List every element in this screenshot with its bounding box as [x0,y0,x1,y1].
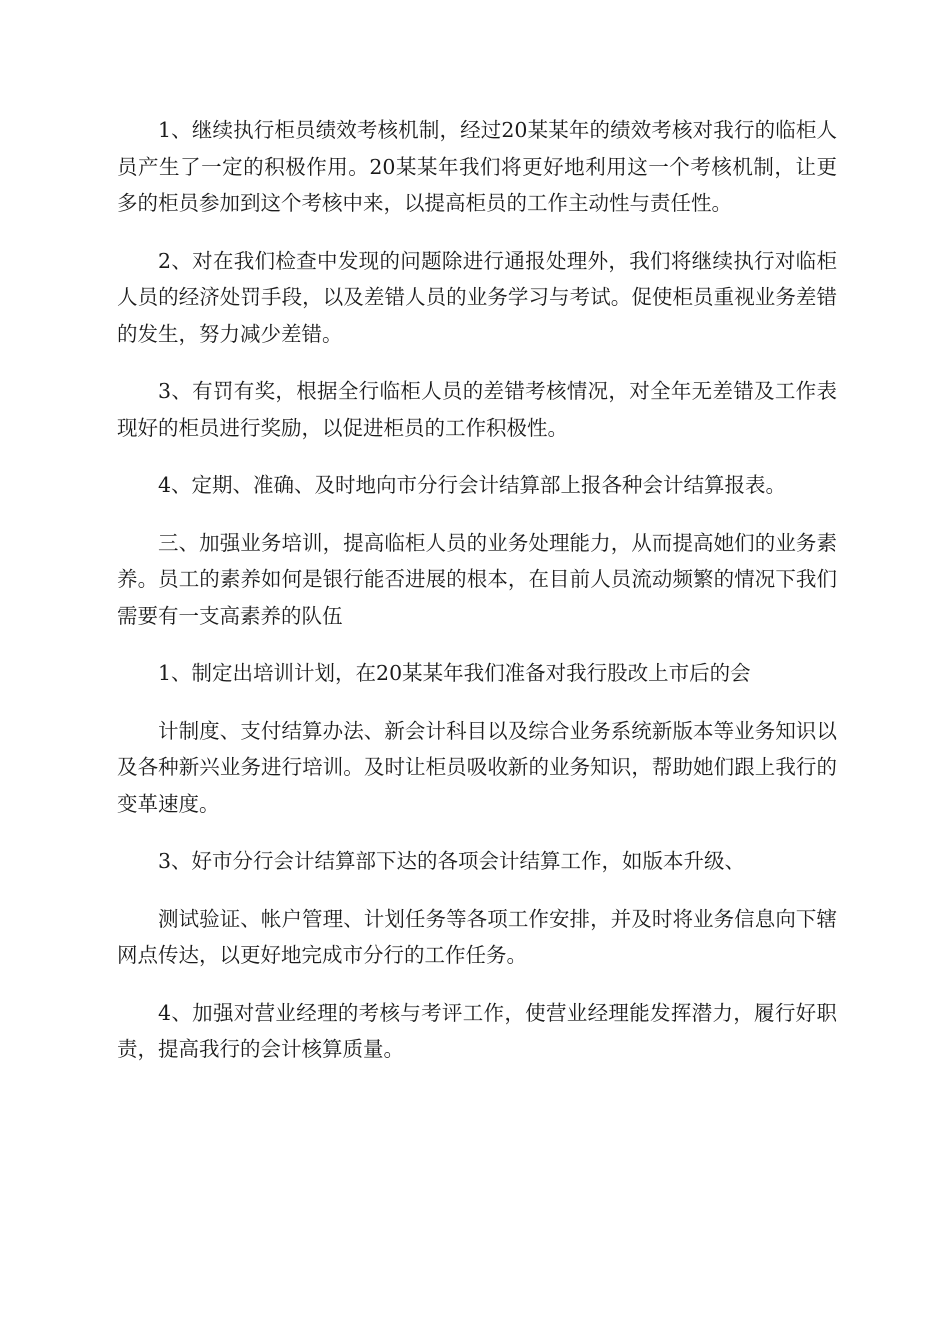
document-body [117,112,837,1089]
paragraph-training-content: 计制度、支付结算办法、新会计科目以及综合业务系统新版本等业务知识以及各种新兴业务进行培训。及时让柜员吸收新的业务知识，帮助她们跟上我行的变革速度。 [117,718,837,816]
paragraph-penalty-measures: 2、对在我们检查中发现的问题除进行通报处理外，我们将继续执行对临柜人员的经济处罚手段，以及差错人员的业务学习与考试。促使柜员重视业务差错的发生，努力减少差错。 [117,248,837,346]
paragraph-task-details: 测试验证、帐户管理、计划任务等各项工作安排，并及时将业务信息向下辖网点传达，以更好地完成市分行的工作任务。 [117,906,837,967]
paragraph-training-plan: 1、制定出培训计划，在20某某年我们准备对我行股改上市后的会 [158,661,751,685]
paragraph-report-submission: 4、定期、准确、及时地向市分行会计结算部上报各种会计结算报表。 [158,473,787,497]
paragraph-settlement-tasks: 3、好市分行会计结算部下达的各项会计结算工作，如版本升级、 [158,849,746,873]
paragraph-rewards: 3、有罚有奖，根据全行临柜人员的差错考核情况，对全年无差错及工作表现好的柜员进行奖励，以促进柜员的工作积极性。 [117,379,837,440]
paragraph-manager-assessment: 4、加强对营业经理的考核与考评工作，使营业经理能发挥潜力，履行好职责，提高我行的会计核算质量。 [117,1000,837,1061]
paragraph-section-three-training: 三、加强业务培训，提高临柜人员的业务处理能力，从而提高她们的业务素养。员工的素养如何是银行能否进展的根本，在目前人员流动频繁的情况下我们需要有一支高素养的队伍 [117,530,837,628]
paragraph-performance-assessment: 1、继续执行柜员绩效考核机制，经过20某某年的绩效考核对我行的临柜人员产生了一定的积极作用。20某某年我们将更好地利用这一个考核机制，让更多的柜员参加到这个考核中来，以提高柜员的工作主动性与责任性。 [117,118,837,215]
